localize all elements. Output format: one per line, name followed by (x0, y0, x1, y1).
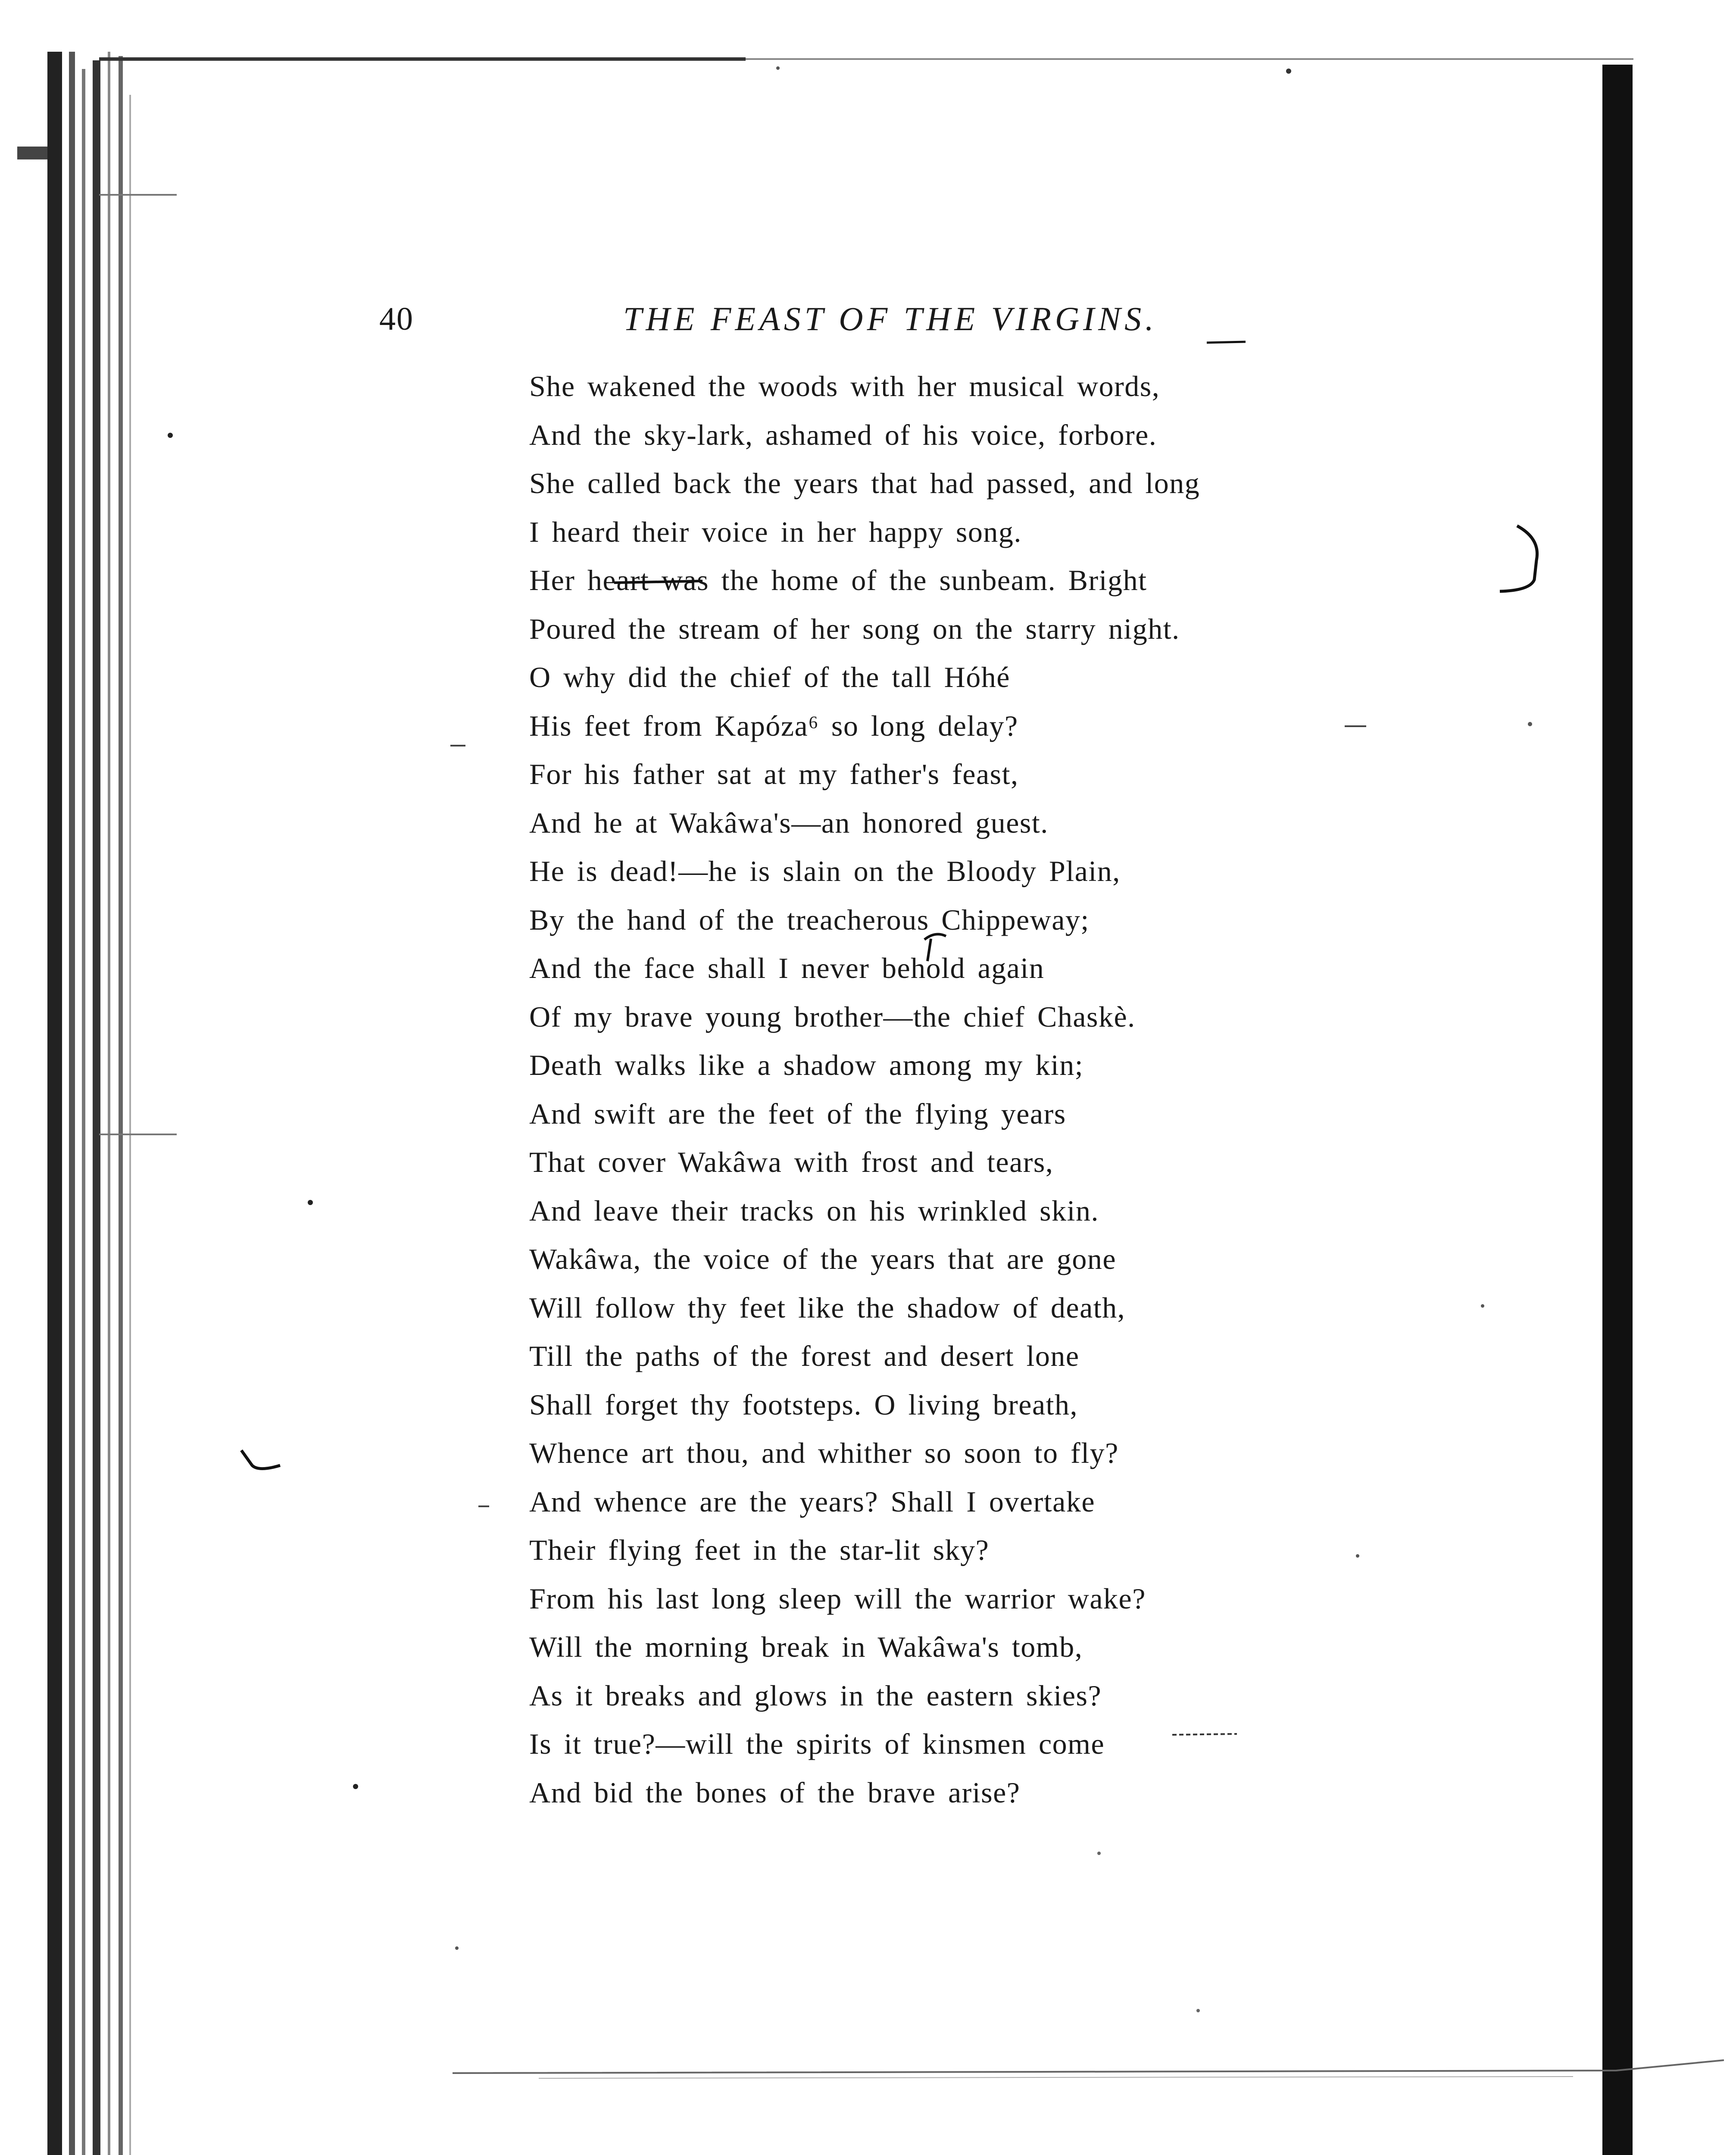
bracket-mark (1500, 526, 1537, 591)
scanner-left-edge (0, 52, 181, 2155)
running-header (379, 291, 1284, 347)
poem-line: And bid the bones of the brave arise? (529, 1776, 1021, 1809)
poem-line: For his father sat at my father's feast, (529, 758, 1019, 790)
poem-line: Is it true?—will the spirits of kinsmen come (529, 1727, 1105, 1760)
poem-line: Death walks like a shadow among my kin; (529, 1049, 1084, 1081)
poem-line: Whence art thou, and whither so soon to fly? (529, 1437, 1119, 1469)
scanner-right-edge (1602, 65, 1633, 2155)
page-number: 40 (379, 301, 414, 337)
poem-line: And swift are the feet of the flying years (529, 1097, 1066, 1130)
poem-line: As it breaks and glows in the eastern skies? (529, 1679, 1102, 1712)
poem-line: And the face shall I never behold again (529, 952, 1045, 984)
poem-line: Till the paths of the forest and desert lone (529, 1340, 1080, 1372)
poem-line: Of my brave young brother—the chief Chaskè. (529, 1000, 1136, 1033)
poem-line: By the hand of the treacherous Chippeway; (529, 903, 1090, 936)
poem-line: She called back the years that had passed, and long (529, 467, 1200, 500)
scanner-bottom-edge (453, 2043, 1724, 2090)
poem-line: His feet from Kapóza⁶ so long delay? (529, 709, 1018, 742)
poem-line: And leave their tracks on his wrinkled skin. (529, 1194, 1099, 1227)
check-mark (241, 1450, 280, 1469)
poem-line: And whence are the years? Shall I overtake (529, 1485, 1096, 1518)
poem-line: That cover Wakâwa with frost and tears, (529, 1146, 1054, 1178)
poem-line: Her heart was the home of the sunbeam. Bright (529, 564, 1147, 597)
poem-line: I heard their voice in her happy song. (529, 515, 1022, 548)
poem-line: Shall forget thy footsteps. O living breath, (529, 1388, 1078, 1421)
poem-line: From his last long sleep will the warrior wake? (529, 1582, 1146, 1615)
scanner-top-edge (99, 54, 1633, 67)
poem-line: Poured the stream of her song on the starry night. (529, 612, 1180, 645)
poem-line: He is dead!—he is slain on the Bloody Plain, (529, 855, 1121, 887)
poem-line: And he at Wakâwa's—an honored guest. (529, 806, 1049, 839)
poem-body (529, 362, 1391, 1817)
poem-line: Will follow thy feet like the shadow of death, (529, 1291, 1126, 1324)
running-title: THE FEAST OF THE VIRGINS. (623, 300, 1158, 337)
poem-line: Will the morning break in Wakâwa's tomb, (529, 1630, 1083, 1663)
poem-line: And the sky-lark, ashamed of his voice, forbore. (529, 418, 1157, 451)
poem-line: Their flying feet in the star-lit sky? (529, 1533, 990, 1566)
poem-line: O why did the chief of the tall Hóhé (529, 661, 1010, 693)
poem-line: She wakened the woods with her musical words, (529, 370, 1160, 403)
poem-line: Wakâwa, the voice of the years that are gone (529, 1243, 1117, 1275)
